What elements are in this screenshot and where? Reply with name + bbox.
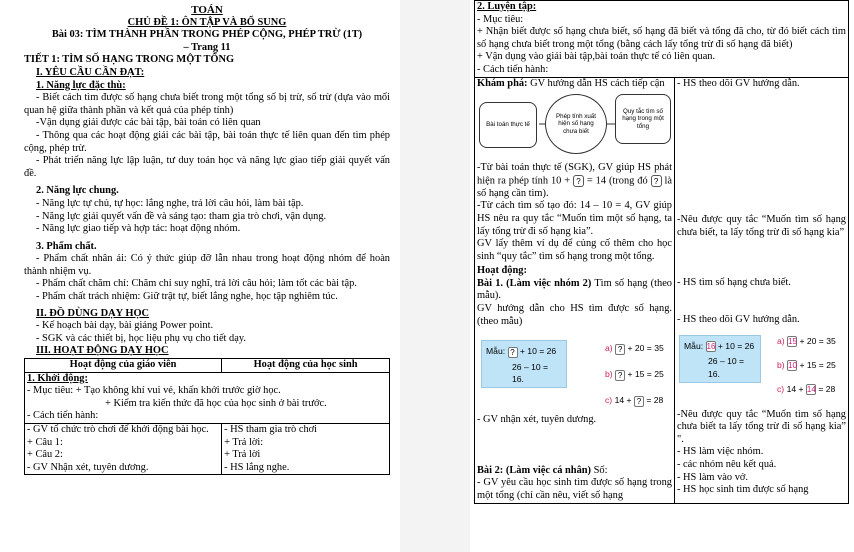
exercise-2-label: Bài 2: (Làm việc cá nhân) <box>477 464 592 476</box>
warmup-cell <box>25 372 390 423</box>
table-row <box>25 372 390 423</box>
flow-step-problem: Bài toán thực tế <box>479 102 537 148</box>
exercise-1-answers <box>677 327 846 409</box>
paragraph: + Nhận biết được số hạng chưa biết, số hạng đã biết và tổng đã cho, từ đó biết cách tìm số hạng chưa biết trong một tổng (bằng cách lấy tổng trừ đi số hạng đã biết) <box>477 26 847 50</box>
teacher-step: - GV Nhận xét, tuyên dương. <box>27 461 149 473</box>
teacher-step-text: -Từ bài toán thực tế (SGK), GV giúp HS phát hiện ra phép tính 10 + <box>477 162 672 187</box>
answer-c: 14 <box>806 384 816 394</box>
student-step: - HS làm vào vở. <box>677 471 749 483</box>
student-step: - HS theo dõi GV hướng dẫn. <box>677 77 800 89</box>
teacher-step <box>477 162 672 200</box>
paragraph: - Năng lực tự chủ, tự học: lắng nghe, trả lời câu hỏi, làm bài tập. <box>36 197 304 209</box>
student-step: - HS làm việc nhóm. <box>677 446 764 458</box>
student-cell <box>675 77 849 503</box>
discover-label: Khám phá: <box>477 77 528 89</box>
teacher-step: + Câu 1: <box>27 436 63 448</box>
example-eq: + 10 = 26 <box>519 346 557 357</box>
practice-title: 2. Luyện tập: <box>477 1 537 12</box>
student-cell <box>222 424 390 475</box>
paragraph: - Kế hoạch bài dạy, bài giảng Power point. <box>36 320 214 332</box>
unknown-box: ? <box>615 370 625 381</box>
subsection-qualities: 3. Phẩm chất. <box>36 240 97 252</box>
exercise-2-text: Số: <box>591 464 608 476</box>
discover-text: GV hướng dẫn HS cách tiếp cận <box>527 77 665 89</box>
label-c: c) <box>777 383 785 394</box>
teacher-step: GV hướng dẫn cho HS tìm được số hạng. (theo mẫu) <box>477 303 672 327</box>
flow-step-operation: Phép tính xuất hiện số hạng chưa biết <box>545 94 607 154</box>
example-box-answered <box>679 335 761 383</box>
warmup-method: - Cách tiến hành: <box>27 410 99 422</box>
warmup-goal: - Mục tiêu: + Tạo không khí vui vẻ, khấn khởi trước giờ học. <box>27 385 281 397</box>
left-page <box>0 0 400 552</box>
teacher-step: - GV nhận xét, tuyên dương. <box>477 414 597 426</box>
section-activities: III. HOẠT ĐỘNG DẠY HỌC <box>36 345 169 357</box>
teacher-step: - GV yêu cầu học sinh tìm được số hạng trong một tổng (chỉ cần nêu, viết số hạng <box>477 477 672 502</box>
exercise-1-text: Tìm số hạng (theo mẫu). <box>477 277 672 302</box>
student-step: - HS học sinh tìm được số hạng <box>677 484 809 496</box>
header-teacher: Hoạt động của giáo viên <box>25 359 222 373</box>
label-a: a) <box>605 343 613 354</box>
student-step: -Nêu được quy tắc “Muốn tìm số hạng chưa biết, ta lấy tổng trừ đi số hạng kia” <box>677 214 847 238</box>
paragraph: - SGK và các thiết bị, học liệu phụ vụ cho tiết dạy. <box>36 332 246 344</box>
student-step: -Nêu được quy tắc “Muốn tìm số hạng chưa biết ta lấy tổng trừ đi số hạng kia” ". <box>677 408 847 445</box>
teacher-step: GV lấy thêm ví dụ để củng cố thêm cho học sinh “quy tắc” tìm số hạng trong một tổng. <box>477 238 672 262</box>
label-b: b) <box>605 369 613 380</box>
equation-b: + 15 = 25 <box>627 369 664 380</box>
teacher-step-text: là số hạng cần tìm). <box>477 175 672 199</box>
example-label: Mẫu: <box>486 346 506 357</box>
activities-table <box>24 358 390 475</box>
table-header-row <box>25 359 390 373</box>
example-label: Mẫu: <box>684 340 704 351</box>
example-eq2: 26 – 10 = 16. <box>708 356 745 379</box>
paragraph: - Năng lực giải quyết vấn đề và sáng tạo: tham gia trò chơi, vận dụng. <box>36 210 327 222</box>
right-page <box>470 0 854 552</box>
example-eq2: 26 – 10 = 16. <box>512 361 549 385</box>
example-eq: + 10 = 26 <box>717 340 755 351</box>
answer-a: 15 <box>788 336 797 346</box>
table-row <box>475 77 849 503</box>
answer-b: 10 <box>788 360 797 370</box>
student-step: - HS tìm số hạng chưa biết. <box>677 277 791 289</box>
label-c: c) <box>605 395 613 406</box>
paragraph: - Phẩm chất chăm chỉ: Chăm chỉ suy nghĩ, trả lời câu hỏi; làm tốt các bài tập. <box>36 278 357 290</box>
paragraph: - Năng lực giao tiếp và hợp tác: hoạt động nhóm. <box>36 223 241 235</box>
equation-c: 14 + <box>614 395 632 406</box>
table-row <box>25 424 390 475</box>
example-box <box>481 340 567 388</box>
practice-table <box>474 0 849 504</box>
teacher-cell <box>475 77 675 503</box>
paragraph: + Vận dụng vào giải bài tập,bài toán thực tế có liên quan. <box>477 51 716 63</box>
page-gap <box>400 0 470 552</box>
header-student: Hoạt động của học sinh <box>222 359 390 373</box>
teacher-step: - GV tổ chức trò chơi để khởi động bài học. <box>27 424 209 435</box>
warmup-goal-2: + Kiểm tra kiến thức đã học của học sinh ở bài trước. <box>105 397 327 409</box>
label-b: b) <box>777 359 785 370</box>
unknown-box: ? <box>615 344 625 355</box>
paragraph: -Vận dụng giải được các bài tập, bài toán có liên quan <box>36 117 261 129</box>
unknown-box: ? <box>573 175 584 187</box>
paragraph: - Phát triển năng lực lập luận, tư duy toán học và năng lực giao tiếp giải quyết vấn đề. <box>24 155 390 179</box>
paragraph: - Phẩm chất nhân ái: Có ý thức giúp đỡ lẫn nhau trong hoạt động nhóm để hoàn thành nhiệm vụ. <box>24 253 390 277</box>
paragraph: - Cách tiến hành: <box>477 63 549 75</box>
teacher-step-text: = 14 (trong đó <box>586 175 648 187</box>
student-step: + Trả lời <box>224 449 261 461</box>
equation-a: + 20 = 35 <box>627 343 664 354</box>
page-reference: – Trang 11 <box>183 41 231 53</box>
warmup-title: 1. Khởi động: <box>27 372 88 384</box>
teacher-step: + Câu 2: <box>27 449 63 461</box>
unknown-box: 16 <box>706 341 716 351</box>
lesson-title: Bài 03: TÌM THÀNH PHẦN TRONG PHÉP CỘNG, PHÉP TRỪ (1T) <box>51 29 363 41</box>
teacher-cell <box>25 424 222 475</box>
unknown-box: ? <box>634 396 644 407</box>
table-row <box>475 1 849 78</box>
student-step: - HS lắng nghe. <box>224 461 290 473</box>
section-materials: II. ĐỒ DÙNG DẠY HỌC <box>36 307 150 319</box>
equation-c-result: = 28 <box>646 395 664 406</box>
paragraph: - Thông qua các hoạt động giải các bài tập, bài toán thực tế liên quan đến tìm phép cộng, phép trừ. <box>24 129 390 154</box>
exercise-1-label: Bài 1. (Làm việc nhóm 2) <box>477 277 592 289</box>
flow-diagram <box>477 94 672 156</box>
student-step: - HS tham gia trò chơi <box>224 424 318 435</box>
student-step: - HS theo dõi GV hướng dẫn. <box>677 313 800 325</box>
teacher-step: -Từ cách tìm số tạo đó: 14 – 10 = 4, GV giúp HS nêu ra quy tắc “Muốn tìm một số hạng, ta lấy tổng trừ đi số hạng kia”. <box>477 200 672 237</box>
topic-title: CHỦ ĐỀ 1: ÔN TẬP VÀ BỔ SUNG <box>127 16 287 28</box>
activity-title: Hoạt động: <box>477 265 527 277</box>
practice-intro-cell <box>475 1 849 78</box>
equation-c-result: = 28 <box>818 383 836 394</box>
paragraph: - Biết cách tìm được số hạng chưa biết trong một tổng số bị trừ, số trừ (dựa vào mối quan hệ giữa thành phần và kết quả của phép tính) <box>24 92 390 116</box>
unknown-box: ? <box>508 347 518 358</box>
flow-step-rule: Quy tắc tìm số hạng trong một tổng <box>615 94 671 144</box>
exercise-1-figure <box>477 328 672 410</box>
label-a: a) <box>777 335 785 346</box>
unknown-box: ? <box>651 175 662 187</box>
equation-b: + 15 = 25 <box>799 359 836 370</box>
period-title: TIẾT 1: TÌM SỐ HẠNG TRONG MỘT TỔNG <box>24 54 235 66</box>
paragraph: - Mục tiêu: <box>477 13 524 25</box>
paragraph: - Phẩm chất trách nhiệm: Giữ trật tự, biết lắng nghe, học tập nghiêm túc. <box>36 291 338 303</box>
subsection-general: 2. Năng lực chung. <box>36 185 119 197</box>
subsection-specific: 1. Năng lực đặc thù: <box>36 79 126 91</box>
equation-a: + 20 = 35 <box>799 335 836 346</box>
student-step: + Trả lời: <box>224 436 264 448</box>
equation-c: 14 + <box>786 383 804 394</box>
section-requirements: I. YÊU CẦU CẦN ĐẠT: <box>36 66 145 78</box>
student-step: - các nhóm nêu kết quả. <box>677 458 777 470</box>
subject-title: TOÁN <box>191 4 223 16</box>
